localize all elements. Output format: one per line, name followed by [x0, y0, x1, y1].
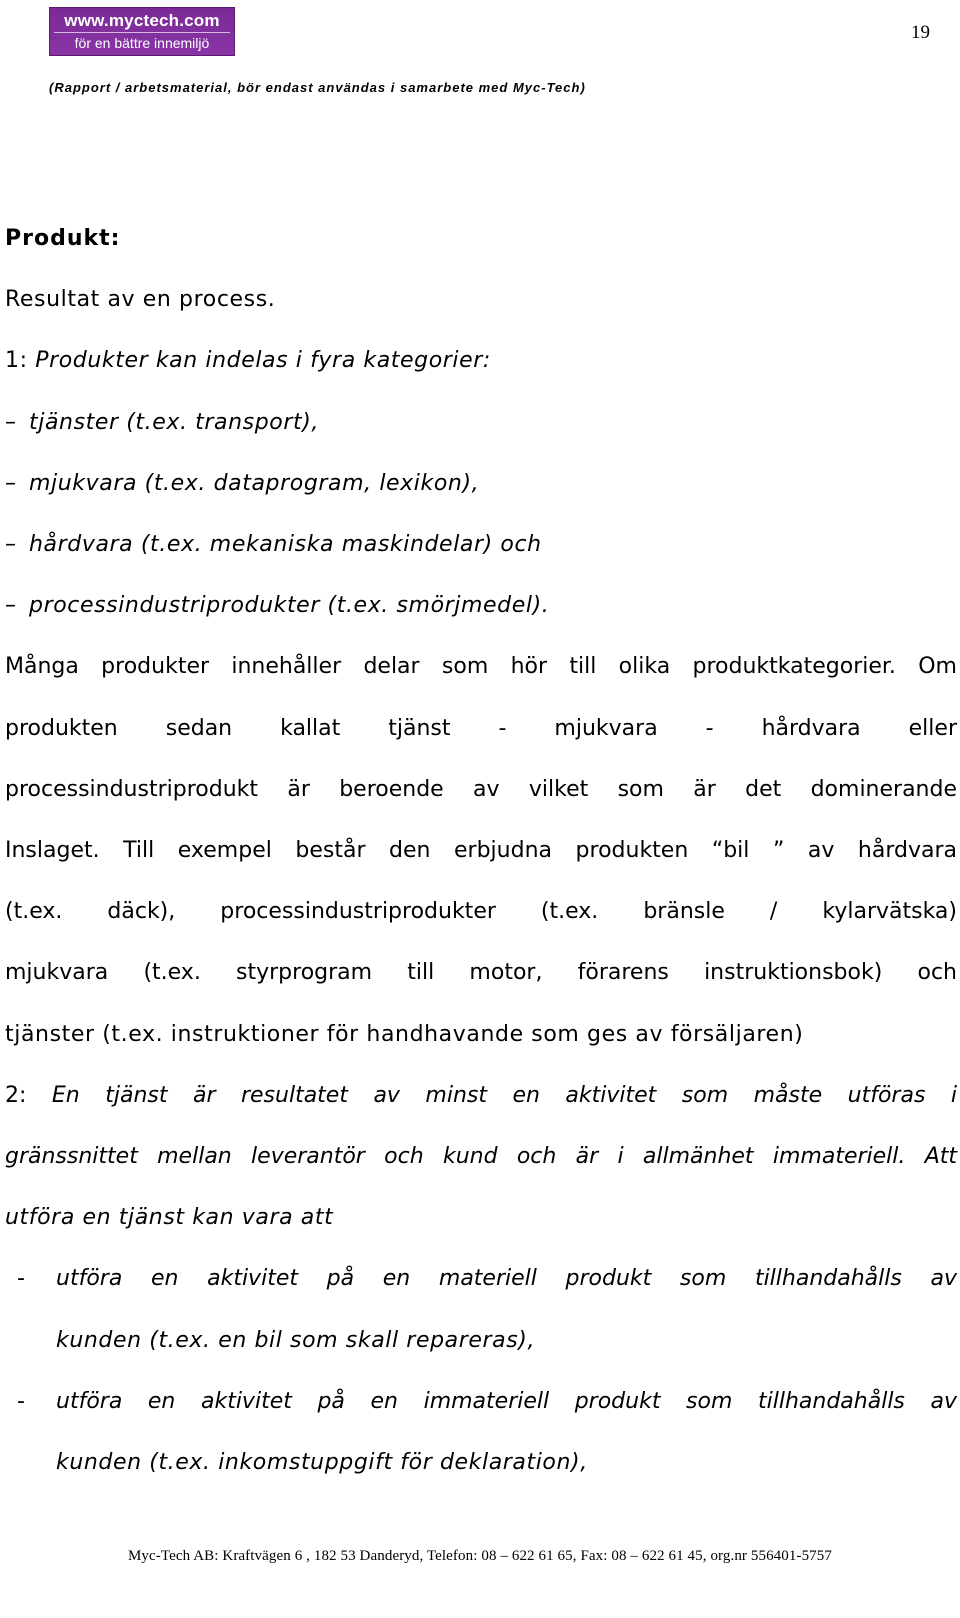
disclaimer: (Rapport / arbetsmaterial, bör endast användas i samarbete med Myc-Tech): [49, 80, 586, 95]
category-item: [5, 575, 957, 636]
page-footer: Myc-Tech AB: Kraftvägen 6 , 182 53 Danderyd, Telefon: 08 – 622 61 65, Fax: 08 – 622 61 45, org.nr 556401-5757: [128, 1548, 832, 1564]
bullet-marker: -: [17, 1266, 25, 1292]
bullet-marker: -: [17, 1388, 25, 1414]
category-item: [5, 453, 957, 514]
bullet-text: utföra en aktivitet på en immateriell produkt som tillhandahålls av: [56, 1388, 957, 1414]
company-logo: [49, 7, 235, 56]
paragraph-line: mjukvara (t.ex. styrprogram till motor, förarens instruktionsbok) och: [5, 960, 957, 986]
document-body: [5, 208, 957, 1493]
paragraph-line: Inslaget. Till exempel består den erbjudna produkten “bil ” av hårdvara: [5, 838, 957, 864]
point-2-number: 2:: [5, 1082, 27, 1108]
category-text: tjänster (t.ex. transport),: [29, 409, 319, 435]
dash-marker: –: [5, 470, 17, 496]
bullet-continuation: kunden (t.ex. en bil som skall repareras),: [56, 1327, 536, 1353]
definition-text: Resultat av en process.: [5, 287, 276, 313]
paragraph-line: (t.ex. däck), processindustriprodukter (t.ex. bränsle / kylarvätska): [5, 899, 957, 925]
paragraph-line: tjänster (t.ex. instruktioner för handhavande som ges av försäljaren): [5, 1021, 804, 1047]
category-text: hårdvara (t.ex. mekaniska maskindelar) och: [29, 532, 542, 558]
dash-marker: –: [5, 532, 17, 558]
section-heading: Produkt:: [5, 226, 121, 251]
paragraph-line: processindustriprodukt är beroende av vilket som är det dominerande: [5, 776, 957, 802]
category-text: processindustriprodukter (t.ex. smörjmedel).: [29, 593, 550, 619]
point-1-text: Produkter kan indelas i fyra kategorier:: [35, 348, 491, 374]
dash-marker: –: [5, 409, 17, 435]
logo-url-text: www.myctech.com: [64, 11, 220, 30]
category-item: [5, 392, 957, 453]
point-2-first-line: [5, 1065, 957, 1126]
bullet-item: [5, 1371, 957, 1432]
point-1: [5, 330, 957, 391]
category-text: mjukvara (t.ex. dataprogram, lexikon),: [29, 470, 480, 496]
dash-marker: –: [5, 593, 17, 619]
bullet-item: [5, 1248, 957, 1309]
category-item: [5, 514, 957, 575]
paragraph-line: Många produkter innehåller delar som hör till olika produktkategorier. Om: [5, 654, 957, 680]
point-2-line: utföra en tjänst kan vara att: [5, 1205, 334, 1231]
point-2-line: gränssnittet mellan leverantör och kund och är i allmänhet immateriell. Att: [5, 1144, 957, 1170]
logo-divider: [54, 32, 230, 33]
bullet-continuation: kunden (t.ex. inkomstuppgift för deklaration),: [56, 1450, 588, 1476]
bullet-text: utföra en aktivitet på en materiell produkt som tillhandahålls av: [56, 1266, 957, 1292]
logo-tagline: för en bättre innemiljö: [74, 35, 210, 51]
point-1-number: 1:: [5, 348, 28, 374]
paragraph-line: produkten sedan kallat tjänst - mjukvara - hårdvara eller: [5, 715, 957, 741]
point-2-text: En tjänst är resultatet av minst en aktivitet som måste utföras i: [51, 1082, 957, 1108]
page-number: 19: [911, 22, 930, 43]
